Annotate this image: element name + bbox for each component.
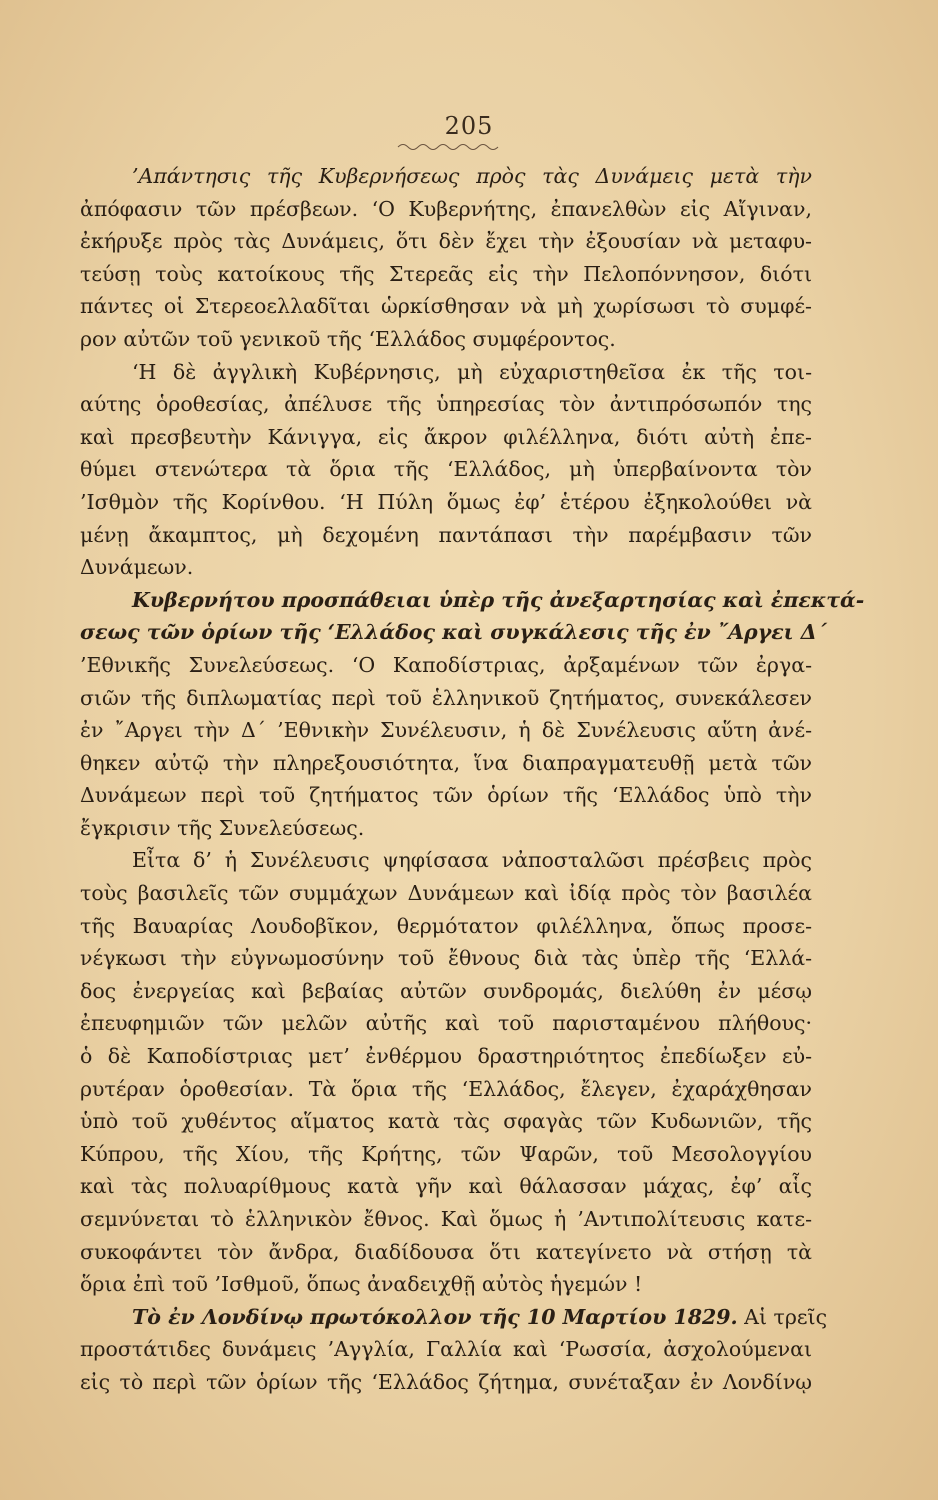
text-line — [80, 388, 812, 421]
line-text: ρυτέραν ὁροθεσίαν. Τὰ ὅρια τῆς ‘Ελλάδος, ἔλεγεν, ἐχαράχθησαν — [80, 1076, 812, 1101]
text-line — [80, 1007, 812, 1040]
text-line — [80, 356, 812, 389]
text-line — [80, 519, 812, 552]
text-line — [80, 1138, 812, 1171]
line-text: νέγκωσι τὴν εὐγνωμοσύνην τοῦ ἔθνους διὰ τὰς ὑπὲρ τῆς ‘Ελλά- — [80, 946, 812, 971]
text-line — [80, 616, 827, 649]
text-line — [80, 1073, 812, 1106]
line-text: ὁ δὲ Καποδίστριας μετ’ ἐνθέρμου δραστηριότητος ἐπεδίωξεν εὐ- — [80, 1044, 812, 1069]
line-text: ἐν ῎Αργει τὴν Δ΄ ’Εθνικὴν Συνέλευσιν, ἡ δὲ Συνέλευσις αὕτη ἀνέ- — [80, 718, 812, 743]
line-text: συκοφάντει τὸν ἄνδρα, διαδίδουσα ὅτι κατεγίνετο νὰ στήσῃ τὰ — [80, 1239, 812, 1264]
section-heading: σεως τῶν ὁρίων τῆς ‘Ελλάδος καὶ συγκάλεσις τῆς ἐν ῎Αργει Δ΄ — [80, 620, 827, 645]
text-line — [80, 193, 812, 226]
line-text: ἐκήρυξε πρὸς τὰς Δυνάμεις, ὅτι δὲν ἔχει τὴν ἐξουσίαν νὰ μεταφυ- — [80, 229, 812, 254]
line-text: ὅρια ἐπὶ τοῦ ’Ισθμοῦ, ὅπως ἀναδειχθῇ αὐτὸς ἡγεμών ! — [80, 1272, 643, 1297]
line-text: εἰς τὸ περὶ τῶν ὁρίων τῆς ‘Ελλάδος ζήτημα, συνέταξαν ἐν Λονδίνῳ — [80, 1369, 812, 1394]
line-text: αύτης ὁροθεσίας, ἀπέλυσε τῆς ὑπηρεσίας τὸν ἀντιπρόσωπόν της — [80, 392, 812, 417]
line-text: ἔγκρισιν τῆς Συνελεύσεως. — [80, 815, 365, 840]
text-line — [80, 551, 812, 584]
text-line — [80, 747, 812, 780]
section-heading: Τὸ ἐν Λονδίνῳ πρωτόκολλον τῆς 10 Μαρτίου 1829. — [132, 1304, 738, 1329]
line-text: Εἶτα δ’ ἡ Συνέλευσις ψηφίσασα νἀποσταλῶσι πρέσβεις πρὸς — [132, 848, 812, 873]
line-text: τῆς Βαυαρίας Λουδοβῖκον, θερμότατον φιλέλληνα, ὅπως προσε- — [80, 913, 812, 938]
text-line — [80, 649, 812, 682]
line-text: καὶ τὰς πολυαρίθμους κατὰ γῆν καὶ θάλασσαν μάχας, ἐφ’ αἷς — [80, 1174, 812, 1199]
line-text: δος ἐνεργείας καὶ βεβαίας αὐτῶν συνδρομάς, διελύθη ἐν μέσῳ — [80, 978, 812, 1003]
text-line — [80, 160, 812, 193]
line-text: σεμνύνεται τὸ ἑλληνικὸν ἔθνος. Καὶ ὅμως ἡ ’Αντιπολίτευσις κατε- — [80, 1207, 812, 1231]
line-text: Δυνάμεων. — [80, 555, 194, 580]
line-text: ἐπευφημιῶν τῶν μελῶν αὐτῆς καὶ τοῦ παρισταμένου πλήθους· — [80, 1011, 812, 1036]
text-line — [80, 682, 812, 715]
text-line — [80, 225, 812, 258]
line-text: ’Ισθμὸν τῆς Κορίνθου. ‘Η Πύλη ὅμως ἐφ’ ἑτέρου ἐξηκολούθει νὰ — [80, 489, 812, 514]
page-number: 205 — [444, 112, 494, 140]
line-text: θηκεν αὐτῷ τὴν πληρεξουσιότητα, ἵνα διαπραγματευθῇ μετὰ τῶν — [80, 750, 812, 775]
line-text: τοὺς βασιλεῖς τῶν συμμάχων Δυνάμεων καὶ ἰδίᾳ πρὸς τὸν βασιλέα — [80, 881, 812, 906]
text-line — [80, 323, 812, 356]
line-text: ὑπὸ τοῦ χυθέντος αἵματος κατὰ τὰς σφαγὰς τῶν Κυδωνιῶν, τῆς — [80, 1109, 812, 1134]
text-line — [80, 1040, 812, 1073]
line-text: προστάτιδες δυνάμεις ’Αγγλία, Γαλλία καὶ ‘Ρωσσία, ἀσχολούμεναι — [80, 1337, 812, 1362]
line-text: Δυνάμεων περὶ τοῦ ζητήματος τῶν ὁρίων τῆς ‘Ελλάδος ὑπὸ τὴν — [80, 783, 812, 808]
body-text — [80, 160, 865, 1399]
text-line — [80, 1366, 812, 1399]
line-text: μένῃ ἄκαμπτος, μὴ δεχομένη παντάπασι τὴν παρέμβασιν τῶν — [80, 522, 812, 547]
text-line — [80, 779, 812, 812]
text-line — [80, 1333, 812, 1366]
text-line — [80, 1105, 812, 1138]
text-line — [80, 714, 812, 747]
line-text: Αἱ τρεῖς — [737, 1304, 828, 1329]
text-line — [80, 877, 812, 910]
line-text: σιῶν τῆς διπλωματίας περὶ τοῦ ἑλληνικοῦ ζητήματος, συνεκάλεσεν — [80, 685, 812, 710]
line-text: Κύπρου, τῆς Χίου, τῆς Κρήτης, τῶν Ψαρῶν, τοῦ Μεσολογγίου — [80, 1141, 812, 1166]
text-line — [80, 421, 812, 454]
text-line — [80, 486, 812, 519]
section-heading: ’Απάντησις τῆς Κυβερνήσεως πρὸς τὰς Δυνάμεις μετὰ τὴν — [132, 164, 812, 188]
line-text: θύμει στενώτερα τὰ ὅρια τῆς ‘Ελλάδος, μὴ ὑπερβαίνοντα τὸν — [80, 457, 812, 482]
text-line — [80, 258, 812, 291]
text-line — [80, 1301, 828, 1334]
text-line — [80, 1236, 812, 1269]
text-line — [80, 453, 812, 486]
text-line — [80, 844, 812, 877]
text-line — [80, 584, 865, 617]
line-text: ρον αὐτῶν τοῦ γενικοῦ τῆς ‘Ελλάδος συμφέροντος. — [80, 326, 616, 351]
text-line — [80, 975, 812, 1008]
text-line — [80, 910, 812, 943]
text-line — [80, 1203, 812, 1236]
line-text: ἀπόφασιν τῶν πρέσβεων. ‘Ο Κυβερνήτης, ἐπανελθὼν εἰς Αἴγιναν, — [80, 196, 812, 221]
text-line — [80, 1170, 812, 1203]
line-text: πάντες οἱ Στερεοελλαδῖται ὡρκίσθησαν νὰ μὴ χωρίσωσι τὸ συμφέ- — [80, 294, 812, 319]
line-text: καὶ πρεσβευτὴν Κάνιγγα, εἰς ἄκρον φιλέλληνα, διότι αὐτὴ ἐπε- — [80, 424, 812, 449]
text-line — [80, 812, 812, 845]
text-line — [80, 942, 812, 975]
line-text: ’Εθνικῆς Συνελεύσεως. ‘Ο Καποδίστριας, ἀρξαμένων τῶν ἐργα- — [80, 652, 812, 677]
text-line — [80, 1268, 812, 1301]
line-text: ‘Η δὲ ἀγγλικὴ Κυβέρνησις, μὴ εὐχαριστηθεῖσα ἐκ τῆς τοι- — [132, 359, 812, 384]
text-line — [80, 290, 812, 323]
decorative-wavy-rule — [398, 142, 498, 152]
section-heading: Κυβερνήτου προσπάθειαι ὑπὲρ τῆς ἀνεξαρτησίας καὶ ἐπεκτά- — [132, 587, 865, 612]
line-text: τεύσῃ τοὺς κατοίκους τῆς Στερεᾶς εἰς τὴν Πελοπόννησον, διότι — [80, 261, 812, 286]
